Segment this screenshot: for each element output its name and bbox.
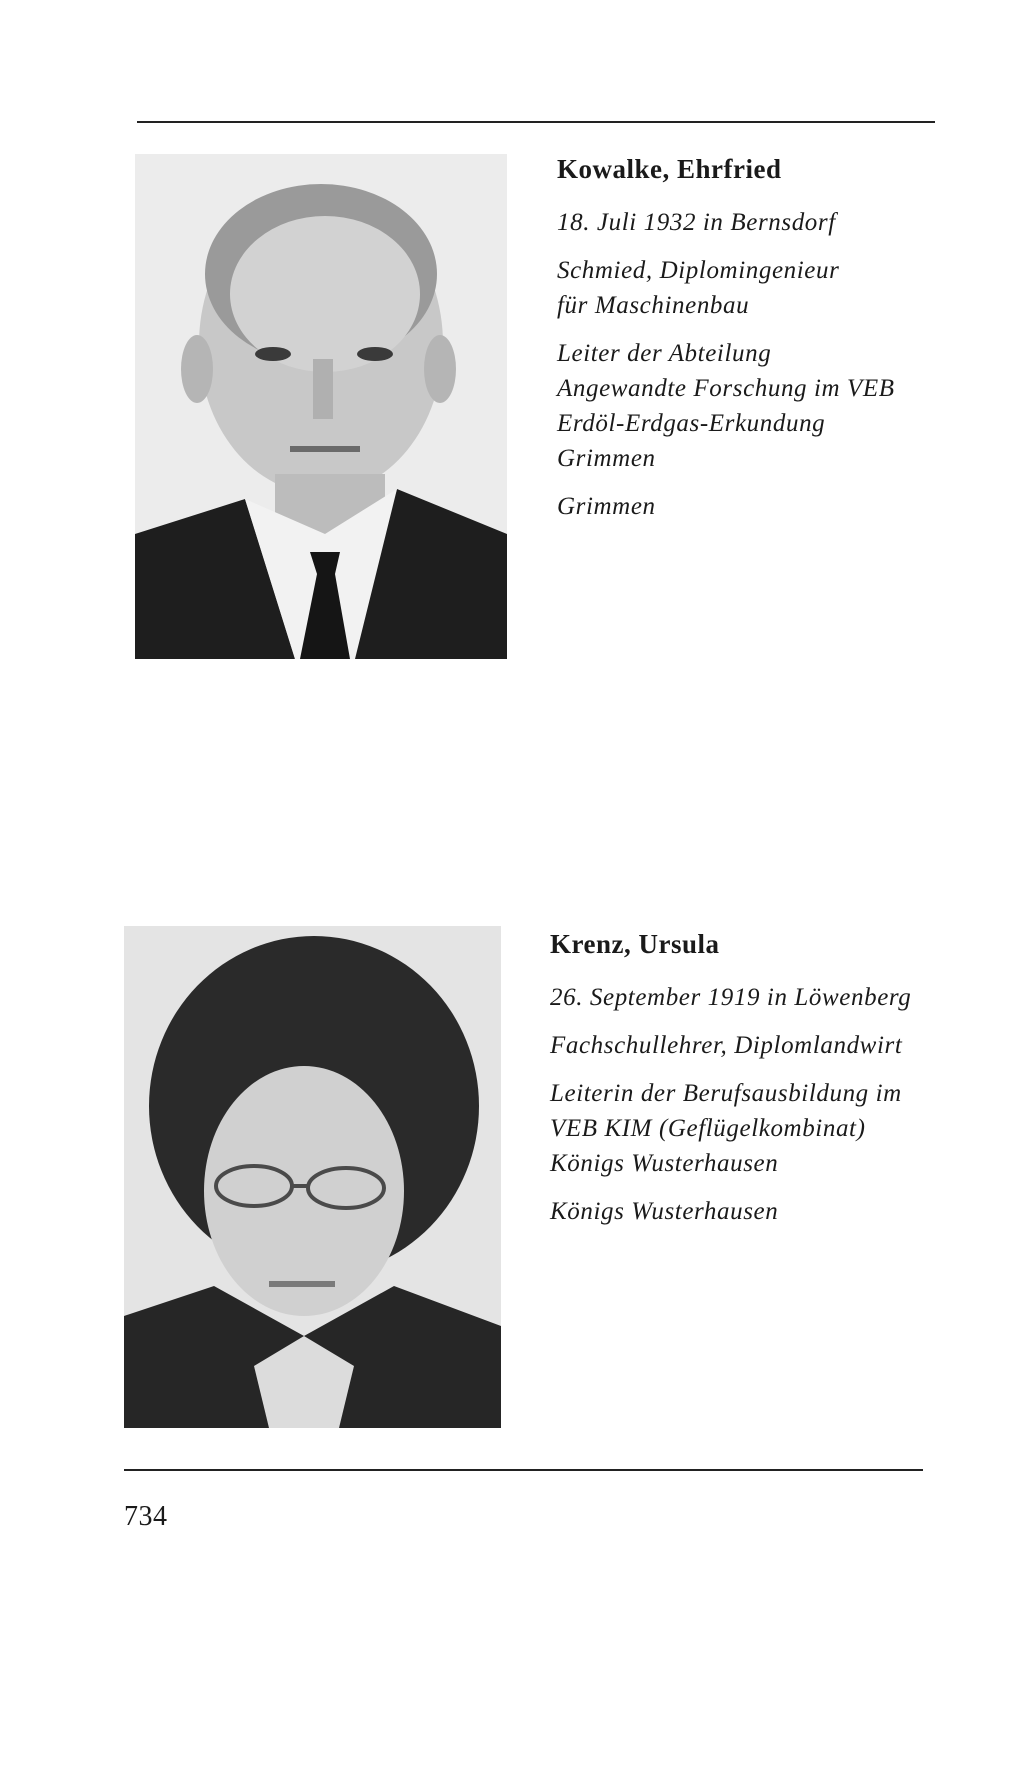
position-line: Königs Wusterhausen (550, 1150, 779, 1177)
residence-info (550, 1194, 970, 1229)
position-info (557, 336, 957, 476)
position-line: Leiter der Abteilung (557, 340, 772, 367)
birth-info (550, 980, 970, 1015)
birth-info (557, 205, 957, 240)
biography-entry-kowalke (557, 152, 957, 537)
profession-info (550, 1028, 970, 1063)
biography-entry-krenz (550, 927, 970, 1242)
birth-line: 26. September 1919 in Löwenberg (550, 984, 912, 1011)
position-line: Angewandte Forschung im VEB (557, 375, 895, 402)
position-line: Leiterin der Berufsausbildung im (550, 1080, 902, 1107)
position-line: Grimmen (557, 445, 656, 472)
position-line: Erdöl-Erdgas-Erkundung (557, 410, 826, 437)
residence-info (557, 489, 957, 524)
page-number: 734 (124, 1501, 168, 1532)
profession-line: für Maschinenbau (557, 292, 750, 319)
bottom-rule (124, 1469, 923, 1471)
residence-line: Grimmen (557, 493, 656, 520)
residence-line: Königs Wusterhausen (550, 1198, 779, 1225)
position-info (550, 1076, 970, 1181)
person-name: Krenz, Ursula (550, 929, 720, 959)
portrait-photo-krenz (124, 926, 501, 1428)
top-rule (137, 121, 935, 123)
position-line: VEB KIM (Geflügelkombinat) (550, 1115, 866, 1142)
profession-info (557, 253, 957, 323)
person-name: Kowalke, Ehrfried (557, 154, 782, 184)
profession-line: Schmied, Diplomingenieur (557, 257, 840, 284)
portrait-photo-kowalke (135, 154, 507, 659)
birth-line: 18. Juli 1932 in Bernsdorf (557, 209, 836, 236)
profession-line: Fachschullehrer, Diplomlandwirt (550, 1032, 903, 1059)
